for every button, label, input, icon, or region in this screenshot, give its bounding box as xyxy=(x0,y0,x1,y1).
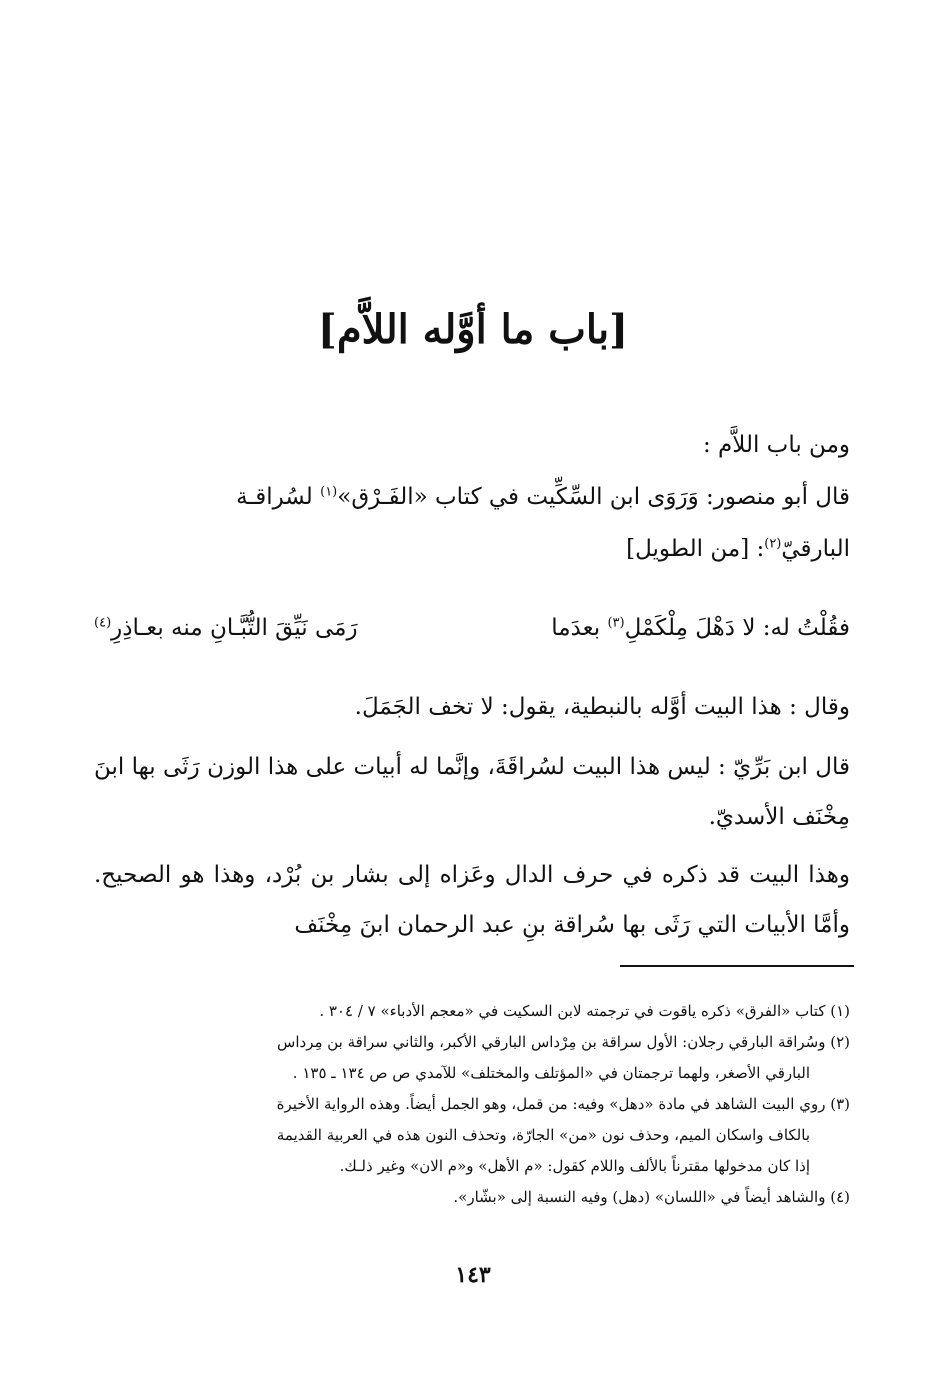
footnote-2-continued: البارقي الأصغر، ولهما ترجمتان في «المؤتلف والمختلف» للآمدي ص ص ١٣٤ ـ ١٣٥ . xyxy=(292,1064,810,1082)
paragraph-4: وهذا البيت قد ذكره في حرف الدال وعَزاه إلى بشار بن بُرْد، وهذا هو الصحيح. وأمَّا الأبيات التي رَثَى بها سُراقة بنِ عبد الرحمان ابنَ مِخْنَف xyxy=(94,862,850,938)
paragraph-1-text-b: لسُراقـة xyxy=(236,484,321,510)
footnote-4: (٤) والشاهد أيضاً في «اللسان» (دهل) وفيه النسبة إلى «بشّار». xyxy=(453,1188,850,1206)
paragraph-1-meter: : [من الطويل] xyxy=(626,536,765,562)
paragraph-1-line-2 xyxy=(94,524,850,574)
footnote-3-continued-2: إذا كان مدخولها مقترناً بالألف واللام كقول: «م الأهل» و«م الان» وغير ذلـك. xyxy=(339,1157,810,1175)
footnote-ref-2[interactable]: (٢) xyxy=(764,536,782,552)
paragraph-1-line-2-text: البارقيّ xyxy=(781,536,850,562)
page-number: ١٤٣ xyxy=(455,1262,491,1288)
footnote-3-continued: بالكاف واسكان الميم، وحذف نون «من» الجارّة، وتحذف النون هذه في العربية القديمة xyxy=(276,1126,810,1144)
paragraph-2: وقال : هذا البيت أوَّله بالنبطية، يقول: لا تخف الجَمَلَ. xyxy=(354,694,850,720)
intro-line: ومن باب اللاَّم : xyxy=(702,432,850,458)
verse-second-hemistich xyxy=(94,603,358,653)
paragraph-1-text: قال أبو منصور: وَرَوَى ابن السِّكِّيت في كتاب «الفَـرْق» xyxy=(337,484,850,510)
paragraph-1 xyxy=(94,472,850,522)
footnote-1: (١) كتاب «الفرق» ذكره ياقوت في ترجمته لابن السكيت في «معجم الأدباء» ٧ / ٣٠٤ . xyxy=(319,1002,850,1020)
verse-first-hemistich-a: فقُلْتُ له: لا دَهْلَ مِلْكَمْلِ xyxy=(624,615,850,641)
footnote-ref-4[interactable]: (٤) xyxy=(94,615,112,631)
footnote-3: (٣) روي البيت الشاهد في مادة «دهل» وفيه: من قمل، وهو الجمل أيضاً. وهذه الرواية الأخيرة xyxy=(276,1095,850,1113)
footnote-ref-1[interactable]: (١) xyxy=(320,484,338,500)
footnotes xyxy=(94,996,850,1213)
footnote-separator xyxy=(620,965,854,967)
footnote-2: (٢) وسُراقة البارقي رجلان: الأول سراقة بن مِرْداس البارقي الأكبر، والثاني سراقة بن مِرداس xyxy=(277,1033,850,1051)
chapter-title: [باب ما أوَّله اللاَّم] xyxy=(317,306,629,353)
paragraph-3: قال ابن بَرِّيّ : ليس هذا البيت لسُراقَةَ، وإنَّما له أبيات على هذا الوزن رَثَى بها ابنَ مِخْنَف الأسديّ. xyxy=(94,754,850,830)
verse-first-hemistich xyxy=(551,603,850,653)
footnote-ref-3[interactable]: (٣) xyxy=(607,615,625,631)
verse-second-hemistich-text: رَمَى نَيِّقَ التُّبَّـانِ منه بعـاذِرِ xyxy=(111,615,358,641)
verse-first-hemistich-b: بعدَما xyxy=(551,615,608,641)
